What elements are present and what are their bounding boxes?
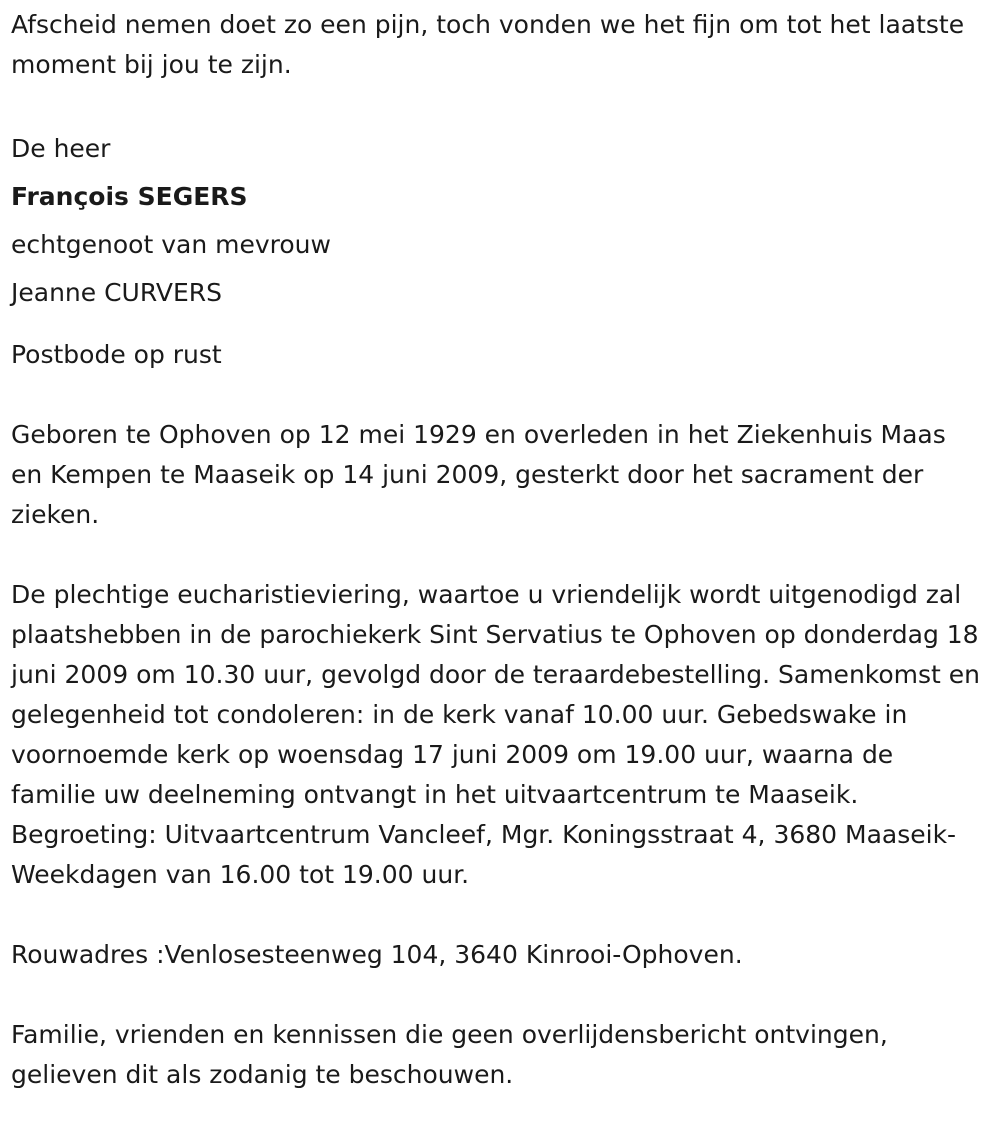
occupation: Postbode op rust	[11, 340, 222, 369]
spacer	[11, 375, 984, 415]
closing-paragraph: Familie, vrienden en kennissen die geen overlijdensbericht ontvingen, gelieven dit als zodanig te beschouwen.	[11, 1020, 888, 1089]
spouse-name: Jeanne CURVERS	[11, 278, 222, 307]
honorific: De heer	[11, 134, 111, 163]
spacer	[11, 895, 984, 935]
opening-verse: Afscheid nemen doet zo een pijn, toch vonden we het fijn om tot het laatste moment bij jou te zijn.	[11, 10, 965, 79]
birth-death-paragraph: Geboren te Ophoven op 12 mei 1929 en overleden in het Ziekenhuis Maas en Kempen te Maaseik op 14 juni 2009, gesterkt door het sacrament der zieken.	[11, 420, 946, 529]
spacer	[11, 535, 984, 575]
ceremony-paragraph: De plechtige eucharistieviering, waartoe u vriendelijk wordt uitgenodigd zal plaatshebben in de parochiekerk Sint Servatius te Ophoven op donderdag 18 juni 2009 om 10.30 uur, gevolgd door de teraardebestelling. Samenkomst en gelegenheid tot condoleren: in de kerk vanaf 10.00 uur. Gebedswake in voornoemde kerk op woensdag 17 juni 2009 om 19.00 uur, waarna de familie uw deelneming ontvangt in het uitvaartcentrum te Maaseik. Begroeting: Uitvaartcentrum Vancleef, Mgr. Koningsstraat 4, 3680 Maaseik-Weekdagen van 16.00 tot 19.00 uur.	[11, 580, 981, 889]
mourning-address: Rouwadres :Venlosesteenweg 104, 3640 Kinrooi-Ophoven.	[11, 940, 743, 969]
spacer	[11, 317, 984, 335]
spacer	[11, 85, 984, 125]
spouse-relation: echtgenoot van mevrouw	[11, 230, 331, 259]
spacer	[11, 975, 984, 1015]
deceased-name: François SEGERS	[11, 182, 248, 211]
